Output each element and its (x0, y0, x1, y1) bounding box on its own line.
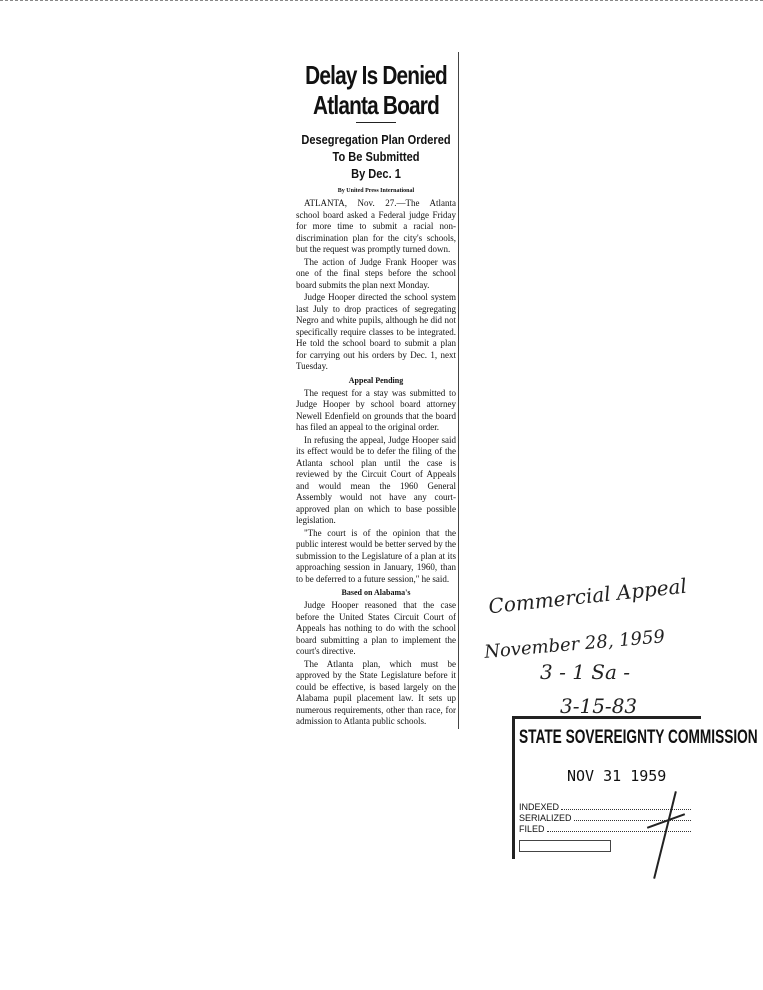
handwritten-date: November 28, 1959 (483, 626, 666, 663)
section-heading-appeal: Appeal Pending (348, 375, 404, 385)
headline-line-1: Delay Is Denied (305, 60, 447, 90)
paragraph-8: The Atlanta plan, which must be approved by the State Legislature before it could be effective, is based largely on the Alabama pupil placement law. It sets up numerous requirements, other than race, for admission to Atlanta public schools. (296, 658, 456, 726)
top-dashed-edge (0, 0, 763, 5)
subhead-line-3: By Dec. 1 (351, 166, 401, 181)
handwritten-file-number: 3 - 1 Sa - (540, 660, 631, 684)
stamp-title: STATE SOVEREIGNTY COMMISSION (519, 727, 758, 748)
subhead-line-1: Desegregation Plan Ordered (301, 132, 451, 147)
section-heading-alabama: Based on Alabama's (341, 588, 411, 597)
handwritten-mark-date: 3-15-83 (560, 694, 638, 718)
paragraph-6: "The court is of the opinion that the public interest would be better served by the submission to the Legislature of a plan at its approaching session in January, 1960, than to be deferred to a future session," he said. (296, 527, 456, 584)
stamp-field-filed-label: FILED (519, 824, 545, 834)
paragraph-1: ATLANTA, Nov. 27.—The Atlanta school board asked a Federal judge Friday for more time to submit a racial non-discrimination plan for the city's schools, but the request was promptly turned down. (296, 198, 456, 254)
commission-stamp (512, 716, 758, 859)
stamp-field-serialized-label: SERIALIZED (519, 813, 572, 823)
paragraph-5: In refusing the appeal, Judge Hooper said its effect would be to defer the filing of the Atlanta school plan until the case is reviewed by the Circuit Court of Appeals and would mean the 1960 General Assembly would not have any court-approved plan on which to base possible legislation. (296, 434, 456, 525)
stamp-field-filed (519, 823, 701, 834)
stamp-field-indexed-label: INDEXED (519, 802, 560, 812)
paragraph-3: Judge Hooper directed the school system last July to drop practices of segregating Negro and white pupils, although he did not specifically require classes to be integrated. He told the school board to submit a plan for carrying out his orders by Dec. 1, next Tuesday. (296, 292, 456, 371)
stamp-date: NOV 31 1959 (567, 767, 667, 785)
paragraph-2: The action of Judge Frank Hooper was one of the final steps before the school board submits the plan next Monday. (296, 256, 456, 290)
paragraph-7: Judge Hooper reasoned that the case before the United States Circuit Court of Appeals has nothing to do with the school board submitting a plan to implement the court's directive. (296, 600, 456, 656)
paragraph-4: The request for a stay was submitted to Judge Hooper by school board attorney Newell Edenfield on grounds that the board has filed an appeal to the original order. (296, 387, 456, 432)
stamp-box (519, 840, 611, 852)
subhead-line-2: To Be Submitted (332, 149, 420, 164)
headline-rule (356, 122, 396, 123)
byline: By United Press International (337, 188, 415, 194)
headline (301, 60, 451, 120)
subheadline (300, 131, 453, 182)
newspaper-clipping (296, 52, 459, 729)
headline-line-2: Atlanta Board (313, 90, 439, 120)
handwritten-source: Commercial Appeal (487, 573, 688, 619)
